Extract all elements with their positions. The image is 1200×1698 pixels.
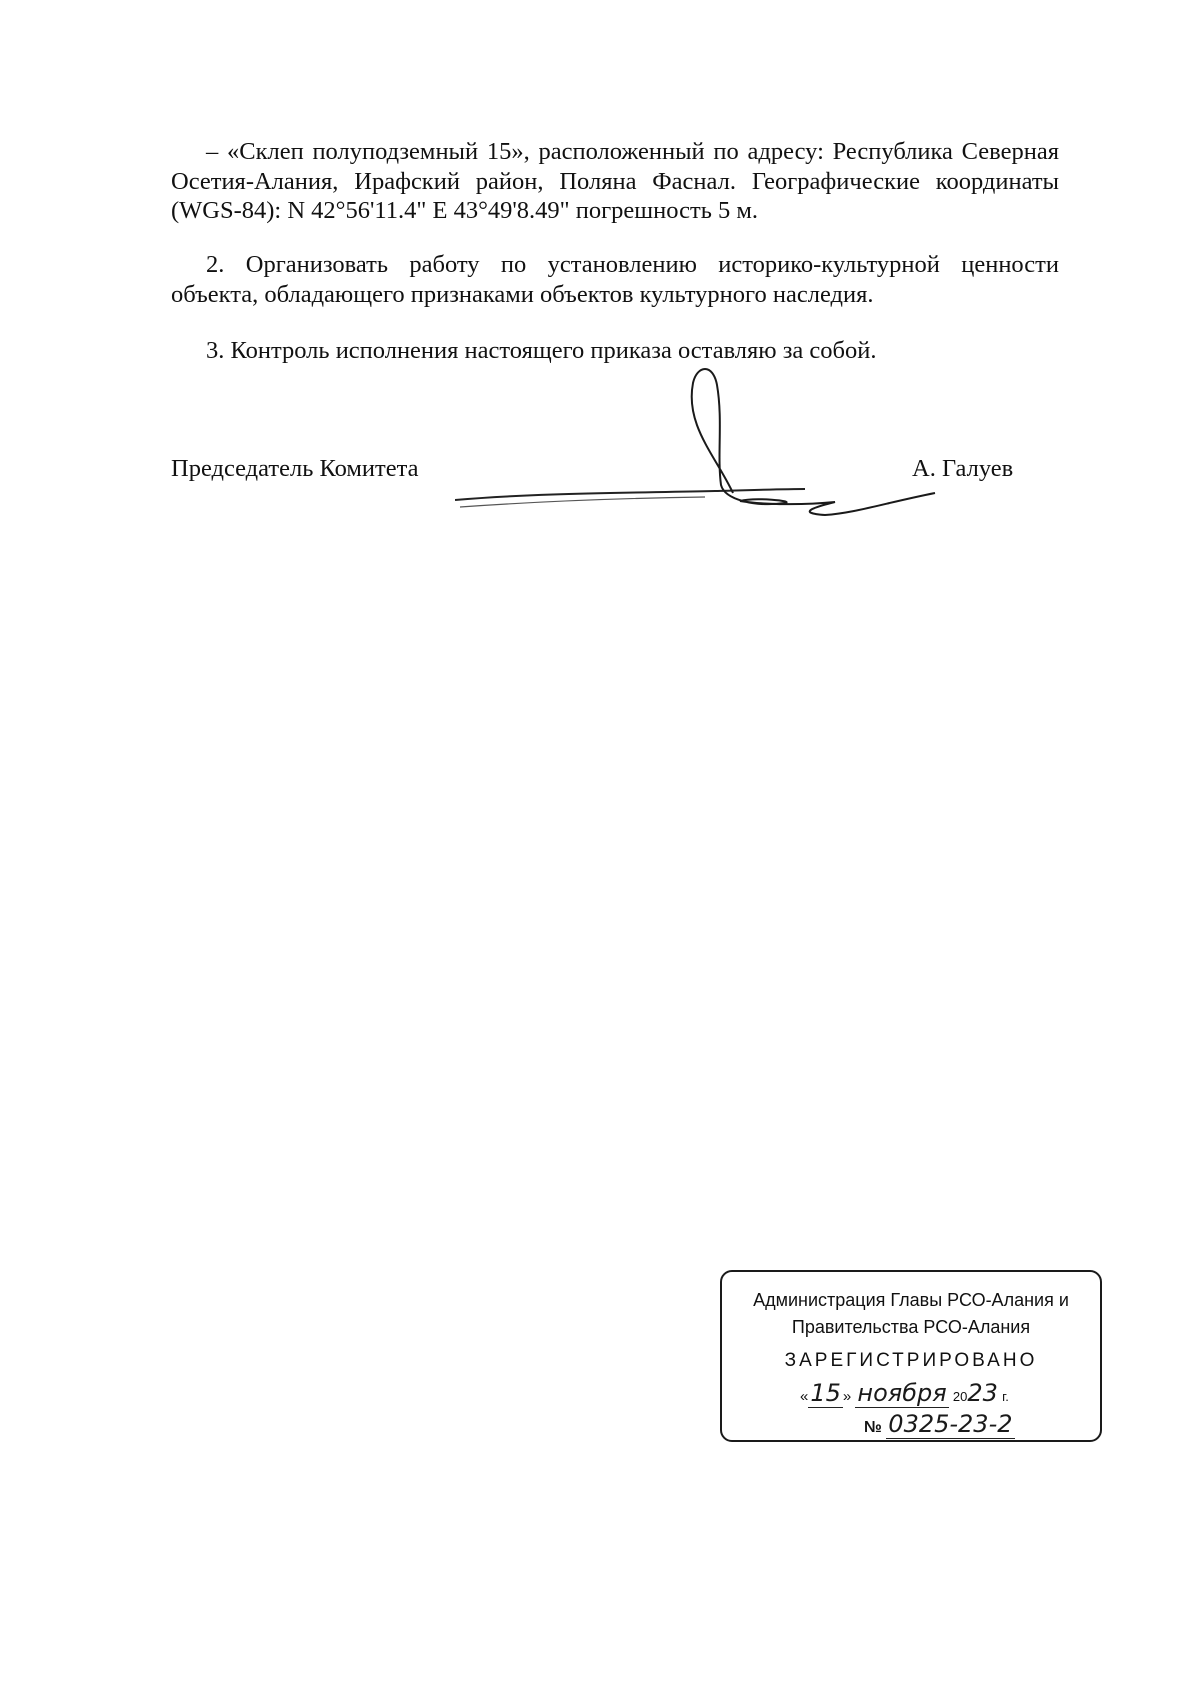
stamp-registration-number <box>864 1410 1084 1438</box>
stamp-organization-line-2: Правительства РСО-Алания <box>791 1317 1031 1337</box>
stamp-organization-line-1: Администрация Главы РСО-Алания и <box>753 1290 1069 1310</box>
paragraph-object-description: – «Склеп полуподземный 15», расположенный по адресу: Республика Северная Осетия-Алания, Ирафский район, Поляна Фаснал. Географические координаты (WGS-84): N 42°56'11.4" E 43°49'8.49" погрешность 5 м. <box>171 138 1059 224</box>
stamp-date-day: 15 <box>810 1379 841 1407</box>
registration-stamp <box>720 1270 1102 1442</box>
signatory-name: А. Галуев <box>912 455 1014 482</box>
stamp-number-value: 0325-23-2 <box>888 1410 1013 1438</box>
paragraph-item-2: 2. Организовать работу по установлению историко-культурной ценности объекта, обладающего признаками объектов культурного наследия. <box>171 251 1059 308</box>
stamp-date-year-prefix: 20 <box>952 1389 968 1404</box>
stamp-date-month: ноября <box>857 1379 947 1407</box>
paragraph-item-3: 3. Контроль исполнения настоящего приказа оставляю за собой. <box>206 337 877 364</box>
stamp-status: ЗАРЕГИСТРИРОВАНО <box>784 1350 1038 1371</box>
stamp-date-quote-open: « <box>800 1388 809 1405</box>
stamp-date-suffix: г. <box>1002 1389 1009 1404</box>
stamp-number-label: № <box>864 1419 882 1436</box>
stamp-date-year-suffix: 23 <box>967 1379 998 1407</box>
stamp-date <box>800 1379 1080 1407</box>
stamp-date-quote-close: » <box>842 1388 852 1405</box>
handwritten-signature <box>455 365 955 525</box>
signatory-title: Председатель Комитета <box>171 455 419 482</box>
